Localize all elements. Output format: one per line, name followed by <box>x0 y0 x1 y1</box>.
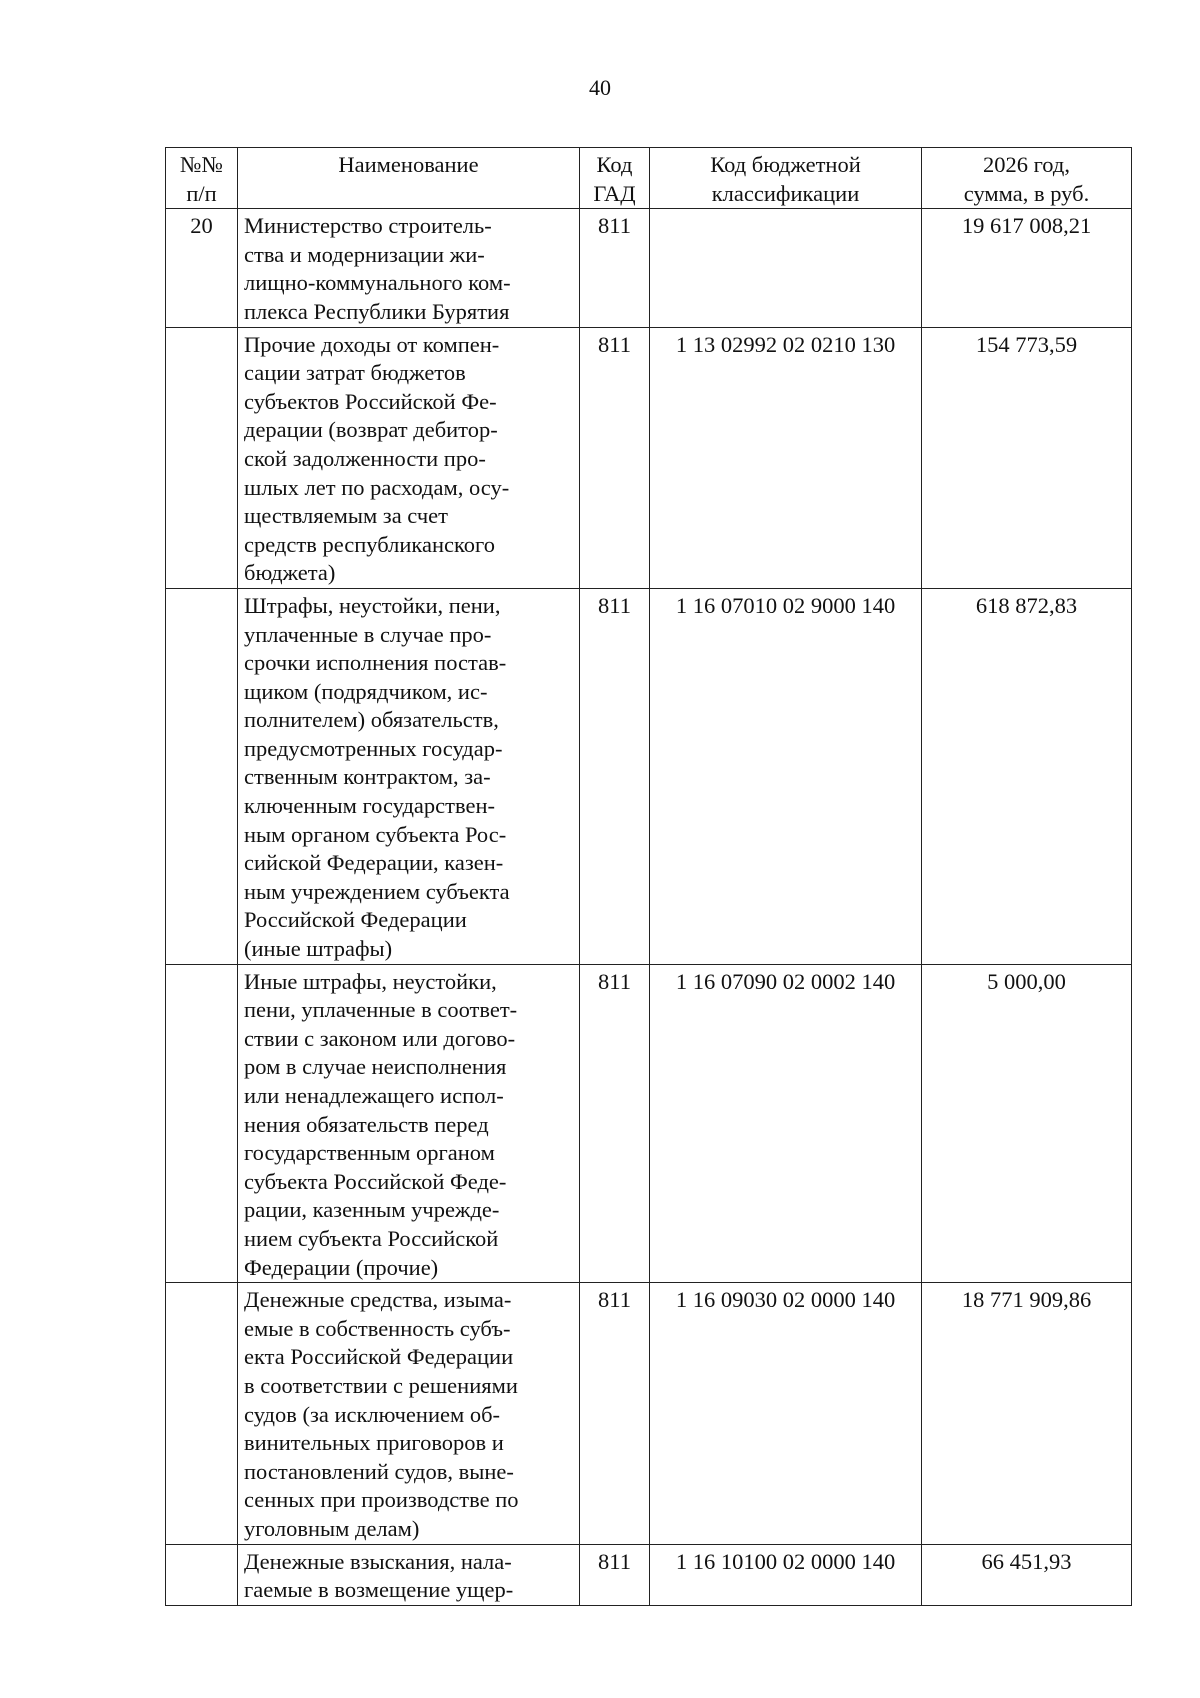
row-name-line: Федерации (прочие) <box>244 1254 439 1280</box>
row-kbk-cell: 1 13 02992 02 0210 130 <box>650 327 922 588</box>
header-num-line: №№ <box>180 152 223 177</box>
row-name-line: ществляемым за счет <box>244 503 448 529</box>
row-number-cell <box>166 588 238 964</box>
row-name-line: емые в собственность субъ- <box>244 1315 511 1341</box>
row-name-cell <box>238 1544 580 1605</box>
row-name-line: щиком (подрядчиком, ис- <box>244 678 488 704</box>
header-name-line: Наименование <box>338 152 479 177</box>
row-number-cell: 20 <box>166 209 238 327</box>
row-name-line: субъекта Российской Феде- <box>244 1168 507 1194</box>
row-name-cell <box>238 209 580 327</box>
header-gad-line: ГАД <box>593 180 636 206</box>
header-gad <box>580 148 650 209</box>
row-name-line: нием субъекта Российской <box>244 1225 499 1251</box>
row-gad-cell: 811 <box>580 1283 650 1544</box>
row-name-line: ской задолженности про- <box>244 445 486 471</box>
header-num-line: п/п <box>186 180 217 206</box>
table-body <box>166 209 1132 1606</box>
row-name-line: постановлений судов, выне- <box>244 1458 514 1484</box>
row-gad-cell: 811 <box>580 209 650 327</box>
row-name-line: срочки исполнения постав- <box>244 650 507 676</box>
row-kbk-cell <box>650 209 922 327</box>
header-row <box>166 148 1132 209</box>
row-name-line: дерации (возврат дебитор- <box>244 417 498 443</box>
table-row <box>166 588 1132 964</box>
row-sum-cell: 66 451,93 <box>922 1544 1132 1605</box>
row-sum-cell: 154 773,59 <box>922 327 1132 588</box>
row-name-line: Российской Федерации <box>244 907 467 933</box>
table-row <box>166 1283 1132 1544</box>
row-name-line: Министерство строитель- <box>244 213 492 239</box>
row-kbk-cell: 1 16 09030 02 0000 140 <box>650 1283 922 1544</box>
row-name-line: Прочие доходы от компен- <box>244 331 500 357</box>
row-sum-cell: 5 000,00 <box>922 964 1132 1283</box>
row-name-line: ным учреждением субъекта <box>244 878 510 904</box>
header-sum-line: сумма, в руб. <box>963 180 1090 206</box>
row-sum-cell: 618 872,83 <box>922 588 1132 964</box>
header-gad-line: Код <box>596 152 633 177</box>
header-kbk <box>650 148 922 209</box>
row-name-line: государственным органом <box>244 1140 495 1166</box>
row-name-line: субъектов Российской Фе- <box>244 388 497 414</box>
table-row <box>166 1544 1132 1605</box>
row-kbk-cell: 1 16 07010 02 9000 140 <box>650 588 922 964</box>
row-name-line: судов (за исключением об- <box>244 1401 501 1427</box>
row-name-cell <box>238 588 580 964</box>
row-name-line: или ненадлежащего испол- <box>244 1083 504 1108</box>
row-name-line: предусмотренных государ- <box>244 735 503 761</box>
row-name-line: ром в случае неисполнения <box>244 1054 507 1080</box>
row-name-line: екта Российской Федерации <box>244 1344 514 1370</box>
row-sum-cell: 18 771 909,86 <box>922 1283 1132 1544</box>
row-name-line: Штрафы, неустойки, пени, <box>244 592 501 618</box>
row-name-line: пени, уплаченные в соответ- <box>244 997 518 1023</box>
row-name-line: лищно-коммунального ком- <box>244 270 511 296</box>
row-name-cell <box>238 327 580 588</box>
header-sum-line: 2026 год, <box>983 152 1070 177</box>
row-name-line: ства и модернизации жи- <box>244 241 485 267</box>
row-number-cell <box>166 1544 238 1605</box>
row-number-cell <box>166 327 238 588</box>
row-gad-cell: 811 <box>580 588 650 964</box>
row-name-line: гаемые в возмещение ущер- <box>244 1577 514 1603</box>
row-sum-cell: 19 617 008,21 <box>922 209 1132 327</box>
row-number-cell <box>166 1283 238 1544</box>
row-gad-cell: 811 <box>580 1544 650 1605</box>
row-name-line: шлых лет по расходам, осу- <box>244 474 510 500</box>
row-gad-cell: 811 <box>580 327 650 588</box>
row-name-line: ным органом субъекта Рос- <box>244 821 507 847</box>
header-name <box>238 148 580 209</box>
row-name-line: сийской Федерации, казен- <box>244 850 504 876</box>
row-name-line: ственным контрактом, за- <box>244 764 491 790</box>
row-name-line: плекса Республики Бурятия <box>244 298 510 324</box>
row-name-line: Иные штрафы, неустойки, <box>244 968 497 994</box>
row-name-line: сации затрат бюджетов <box>244 360 466 386</box>
table-header <box>166 148 1132 209</box>
revenue-table <box>165 147 1132 1606</box>
header-kbk-line: Код бюджетной <box>710 152 861 177</box>
table-row <box>166 209 1132 327</box>
row-name-line: винительных приговоров и <box>244 1430 504 1456</box>
row-name-cell <box>238 1283 580 1544</box>
row-kbk-cell: 1 16 07090 02 0002 140 <box>650 964 922 1283</box>
row-name-line: сенных при производстве по <box>244 1487 519 1513</box>
row-kbk-cell: 1 16 10100 02 0000 140 <box>650 1544 922 1605</box>
header-kbk-line: классификации <box>711 180 860 206</box>
row-name-line: уголовным делам) <box>244 1515 420 1541</box>
row-name-cell <box>238 964 580 1283</box>
row-name-line: Денежные взыскания, нала- <box>244 1548 512 1574</box>
row-name-line: средств республиканского <box>244 531 495 557</box>
row-number-cell <box>166 964 238 1283</box>
row-name-line: ключенным государствен- <box>244 793 495 819</box>
page-number: 40 <box>589 75 611 100</box>
row-name-line: Денежные средства, изыма- <box>244 1287 512 1313</box>
row-name-line: (иные штрафы) <box>244 936 393 962</box>
row-name-line: полнителем) обязательств, <box>244 707 499 733</box>
row-name-line: рации, казенным учрежде- <box>244 1197 500 1223</box>
row-name-line: нения обязательств перед <box>244 1111 489 1137</box>
table-row <box>166 327 1132 588</box>
row-name-line: ствии с законом или догово- <box>244 1025 516 1051</box>
row-name-line: в соответствии с решениями <box>244 1372 518 1398</box>
row-name-line: уплаченные в случае про- <box>244 621 492 647</box>
row-name-line: бюджета) <box>244 560 336 586</box>
header-sum <box>922 148 1132 209</box>
table-row <box>166 964 1132 1283</box>
header-num <box>166 148 238 209</box>
row-gad-cell: 811 <box>580 964 650 1283</box>
